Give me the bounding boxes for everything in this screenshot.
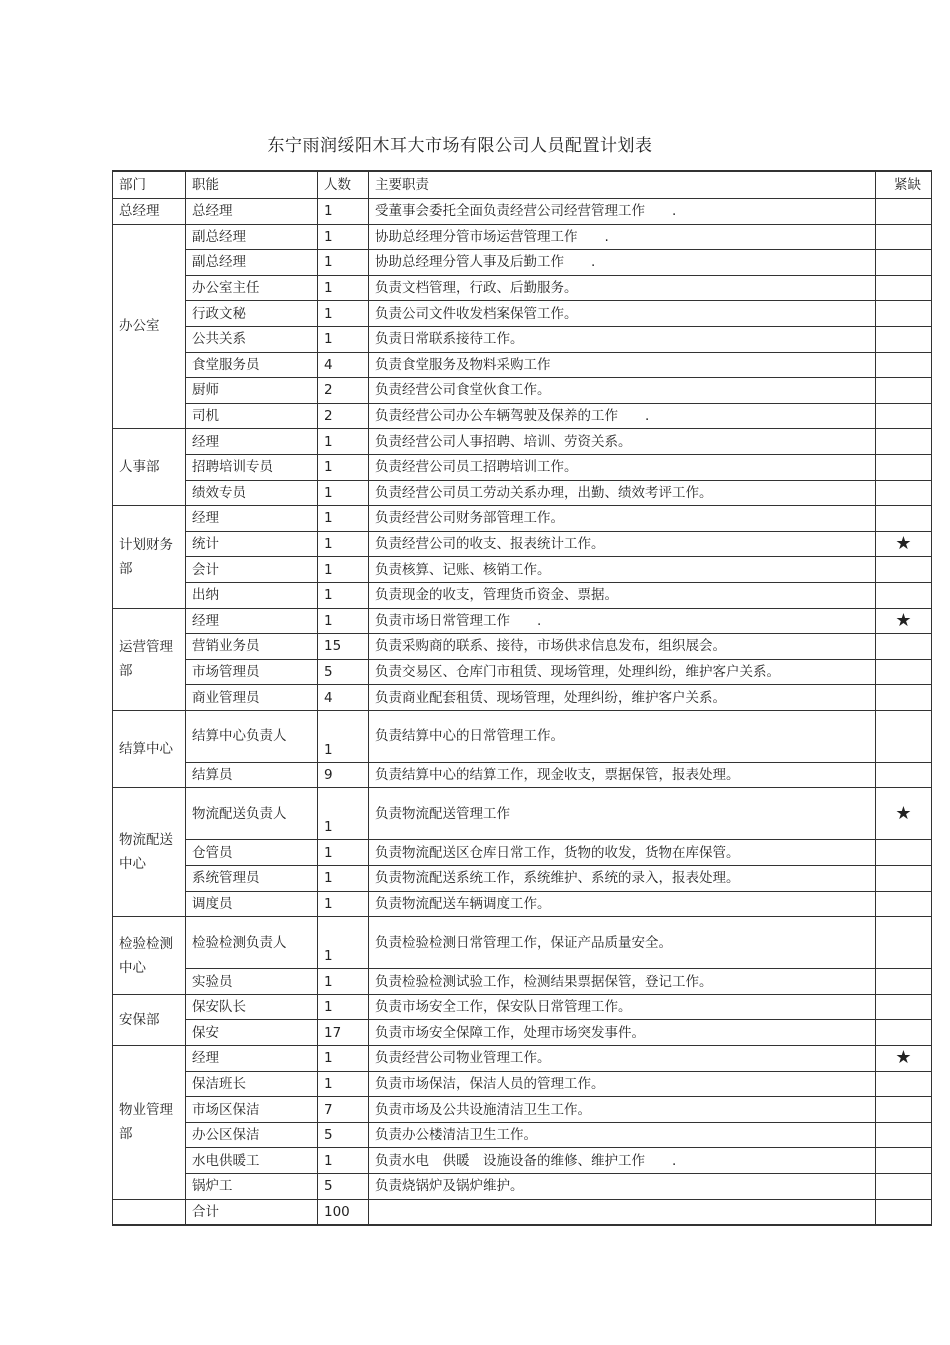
table-row: [113, 762, 932, 788]
headcount-cell: 2: [318, 378, 369, 404]
role-cell: 锅炉工: [186, 1174, 318, 1200]
table-row: [113, 582, 932, 608]
headcount-cell: 1: [318, 969, 369, 995]
role-cell: 调度员: [186, 891, 318, 917]
shortage-cell: [876, 710, 932, 762]
headcount-cell: 1: [318, 429, 369, 455]
shortage-cell: [876, 1174, 932, 1200]
shortage-star-icon: ★: [876, 608, 932, 634]
headcount-cell: 1: [318, 917, 369, 969]
duty-cell: 负责物流配送区仓库日常工作，货物的收发，货物在库保管。: [369, 840, 876, 866]
total-shortage-cell: [876, 1199, 932, 1225]
duty-cell: 负责市场安全工作，保安队日常管理工作。: [369, 994, 876, 1020]
table-row: [113, 429, 932, 455]
duty-cell: 负责办公楼清洁卫生工作。: [369, 1122, 876, 1148]
shortage-cell: [876, 480, 932, 506]
duty-cell: 负责食堂服务及物料采购工作: [369, 352, 876, 378]
shortage-cell: [876, 1020, 932, 1046]
shortage-cell: [876, 506, 932, 532]
shortage-cell: [876, 659, 932, 685]
headcount-cell: 1: [318, 224, 369, 250]
headcount-cell: 1: [318, 840, 369, 866]
table-row: [113, 1097, 932, 1123]
table-row: [113, 634, 932, 660]
role-cell: 经理: [186, 608, 318, 634]
table-row: [113, 1071, 932, 1097]
shortage-cell: [876, 429, 932, 455]
table-row: [113, 917, 932, 969]
headcount-cell: 1: [318, 1148, 369, 1174]
shortage-cell: [876, 403, 932, 429]
department-cell: 结算中心: [113, 710, 186, 788]
table-row: [113, 891, 932, 917]
department-cell: 物流配送中心: [113, 788, 186, 917]
duty-cell: 负责现金的收支，管理货币资金、票据。: [369, 582, 876, 608]
headcount-cell: 1: [318, 301, 369, 327]
department-cell: 人事部: [113, 429, 186, 506]
table-row: [113, 710, 932, 762]
shortage-star-icon: ★: [876, 1046, 932, 1072]
table-row: [113, 1046, 932, 1072]
table-row: [113, 199, 932, 225]
header-department: 部门: [113, 171, 186, 199]
headcount-cell: 17: [318, 1020, 369, 1046]
headcount-cell: 5: [318, 1174, 369, 1200]
shortage-cell: [876, 582, 932, 608]
role-cell: 招聘培训专员: [186, 454, 318, 480]
headcount-cell: 1: [318, 710, 369, 762]
shortage-cell: [876, 866, 932, 892]
headcount-cell: 5: [318, 659, 369, 685]
role-cell: 统计: [186, 531, 318, 557]
duty-cell: 负责商业配套租赁、现场管理，处理纠纷，维护客户关系。: [369, 685, 876, 711]
duty-cell: 负责检验检测日常管理工作，保证产品质量安全。: [369, 917, 876, 969]
duty-cell: 负责经营公司办公车辆驾驶及保养的工作 .: [369, 403, 876, 429]
duty-cell: 负责经营公司人事招聘、培训、劳资关系。: [369, 429, 876, 455]
header-role: 职能: [186, 171, 318, 199]
shortage-cell: [876, 969, 932, 995]
duty-cell: 协助总经理分管市场运营管理工作 .: [369, 224, 876, 250]
table-row: [113, 969, 932, 995]
table-row: [113, 788, 932, 840]
duty-cell: 负责经营公司员工劳动关系办理，出勤、绩效考评工作。: [369, 480, 876, 506]
role-cell: 办公区保洁: [186, 1122, 318, 1148]
headcount-cell: 1: [318, 1046, 369, 1072]
role-cell: 出纳: [186, 582, 318, 608]
table-row: [113, 608, 932, 634]
shortage-cell: [876, 378, 932, 404]
headcount-cell: 1: [318, 199, 369, 225]
duty-cell: 负责市场及公共设施清洁卫生工作。: [369, 1097, 876, 1123]
duty-cell: 负责市场保洁，保洁人员的管理工作。: [369, 1071, 876, 1097]
department-cell: 总经理: [113, 199, 186, 225]
shortage-cell: [876, 352, 932, 378]
role-cell: 司机: [186, 403, 318, 429]
table-row: [113, 250, 932, 276]
department-cell: 检验检测中心: [113, 917, 186, 995]
headcount-cell: 1: [318, 454, 369, 480]
header-shortage: 紧缺: [876, 171, 932, 199]
role-cell: 物流配送负责人: [186, 788, 318, 840]
shortage-cell: [876, 1122, 932, 1148]
shortage-cell: [876, 454, 932, 480]
role-cell: 绩效专员: [186, 480, 318, 506]
shortage-cell: [876, 275, 932, 301]
table-body: [113, 199, 932, 1226]
shortage-cell: [876, 891, 932, 917]
shortage-cell: [876, 250, 932, 276]
role-cell: 仓管员: [186, 840, 318, 866]
shortage-star-icon: ★: [876, 788, 932, 840]
duty-cell: 负责公司文件收发档案保管工作。: [369, 301, 876, 327]
total-duty-cell: [369, 1199, 876, 1225]
shortage-cell: [876, 762, 932, 788]
headcount-cell: 1: [318, 480, 369, 506]
shortage-star-icon: ★: [876, 531, 932, 557]
role-cell: 系统管理员: [186, 866, 318, 892]
headcount-cell: 2: [318, 403, 369, 429]
duty-cell: 负责市场日常管理工作 .: [369, 608, 876, 634]
shortage-cell: [876, 840, 932, 866]
table-row: [113, 301, 932, 327]
table-header-row: [113, 171, 932, 199]
role-cell: 营销业务员: [186, 634, 318, 660]
shortage-cell: [876, 994, 932, 1020]
shortage-cell: [876, 557, 932, 583]
role-cell: 结算中心负责人: [186, 710, 318, 762]
table-row: [113, 994, 932, 1020]
department-cell: 计划财务部: [113, 506, 186, 608]
headcount-cell: 9: [318, 762, 369, 788]
total-headcount: 100: [318, 1199, 369, 1225]
duty-cell: 协助总经理分管人事及后勤工作 .: [369, 250, 876, 276]
table-row: [113, 275, 932, 301]
table-row: [113, 480, 932, 506]
role-cell: 保洁班长: [186, 1071, 318, 1097]
shortage-cell: [876, 1097, 932, 1123]
headcount-cell: 1: [318, 250, 369, 276]
table-row: [113, 352, 932, 378]
shortage-cell: [876, 634, 932, 660]
role-cell: 公共关系: [186, 326, 318, 352]
role-cell: 市场区保洁: [186, 1097, 318, 1123]
shortage-cell: [876, 326, 932, 352]
page-title: 东宁雨润绥阳木耳大市场有限公司人员配置计划表: [267, 136, 653, 156]
headcount-cell: 1: [318, 788, 369, 840]
headcount-cell: 1: [318, 866, 369, 892]
duty-cell: 负责物流配送系统工作，系统维护、系统的录入，报表处理。: [369, 866, 876, 892]
role-cell: 经理: [186, 429, 318, 455]
table-row: [113, 1122, 932, 1148]
shortage-cell: [876, 1148, 932, 1174]
duty-cell: 负责经营公司员工招聘培训工作。: [369, 454, 876, 480]
header-headcount: 人数: [318, 171, 369, 199]
role-cell: 市场管理员: [186, 659, 318, 685]
headcount-cell: 4: [318, 685, 369, 711]
role-cell: 经理: [186, 1046, 318, 1072]
duty-cell: 负责经营公司物业管理工作。: [369, 1046, 876, 1072]
role-cell: 总经理: [186, 199, 318, 225]
headcount-cell: 1: [318, 608, 369, 634]
table-row: [113, 378, 932, 404]
total-department-cell: [113, 1199, 186, 1225]
duty-cell: 负责检验检测试验工作，检测结果票据保管，登记工作。: [369, 969, 876, 995]
headcount-cell: 4: [318, 352, 369, 378]
headcount-cell: 1: [318, 275, 369, 301]
table-row: [113, 1148, 932, 1174]
duty-cell: 负责经营公司食堂伙食工作。: [369, 378, 876, 404]
table-row: [113, 557, 932, 583]
role-cell: 经理: [186, 506, 318, 532]
table-row: [113, 1174, 932, 1200]
duty-cell: 负责烧锅炉及锅炉维护。: [369, 1174, 876, 1200]
table-row: [113, 454, 932, 480]
table-row: [113, 659, 932, 685]
duty-cell: 负责水电 供暖 设施设备的维修、维护工作 .: [369, 1148, 876, 1174]
duty-cell: 负责结算中心的结算工作，现金收支，票据保管，报表处理。: [369, 762, 876, 788]
role-cell: 水电供暖工: [186, 1148, 318, 1174]
duty-cell: 负责市场安全保障工作，处理市场突发事件。: [369, 1020, 876, 1046]
shortage-cell: [876, 199, 932, 225]
duty-cell: 负责核算、记账、核销工作。: [369, 557, 876, 583]
table-row: [113, 403, 932, 429]
role-cell: 保安队长: [186, 994, 318, 1020]
headcount-cell: 1: [318, 326, 369, 352]
duty-cell: 负责文档管理，行政、后勤服务。: [369, 275, 876, 301]
role-cell: 结算员: [186, 762, 318, 788]
role-cell: 实验员: [186, 969, 318, 995]
role-cell: 保安: [186, 1020, 318, 1046]
role-cell: 厨师: [186, 378, 318, 404]
duty-cell: 负责物流配送车辆调度工作。: [369, 891, 876, 917]
table-row: [113, 685, 932, 711]
duty-cell: 负责物流配送管理工作: [369, 788, 876, 840]
department-cell: 安保部: [113, 994, 186, 1045]
headcount-cell: 1: [318, 994, 369, 1020]
duty-cell: 负责经营公司的收支、报表统计工作。: [369, 531, 876, 557]
role-cell: 检验检测负责人: [186, 917, 318, 969]
duty-cell: 负责交易区、仓库门市租赁、现场管理，处理纠纷，维护客户关系。: [369, 659, 876, 685]
role-cell: 副总经理: [186, 224, 318, 250]
shortage-cell: [876, 1071, 932, 1097]
role-cell: 行政文秘: [186, 301, 318, 327]
headcount-cell: 1: [318, 557, 369, 583]
table-row: [113, 531, 932, 557]
duty-cell: 负责日常联系接待工作。: [369, 326, 876, 352]
shortage-cell: [876, 917, 932, 969]
table-row: [113, 866, 932, 892]
headcount-cell: 1: [318, 1071, 369, 1097]
header-duties: 主要职责: [369, 171, 876, 199]
headcount-cell: 7: [318, 1097, 369, 1123]
table-row: [113, 840, 932, 866]
duty-cell: 负责结算中心的日常管理工作。: [369, 710, 876, 762]
headcount-cell: 1: [318, 531, 369, 557]
table-row: [113, 224, 932, 250]
shortage-cell: [876, 224, 932, 250]
headcount-cell: 5: [318, 1122, 369, 1148]
headcount-cell: 1: [318, 506, 369, 532]
department-cell: 运营管理部: [113, 608, 186, 710]
headcount-cell: 15: [318, 634, 369, 660]
shortage-cell: [876, 301, 932, 327]
duty-cell: 负责采购商的联系、接待，市场供求信息发布，组织展会。: [369, 634, 876, 660]
table-row: [113, 326, 932, 352]
headcount-cell: 1: [318, 582, 369, 608]
role-cell: 副总经理: [186, 250, 318, 276]
shortage-cell: [876, 685, 932, 711]
total-label: 合计: [186, 1199, 318, 1225]
department-cell: 办公室: [113, 224, 186, 429]
staffing-plan-table: [112, 170, 932, 1226]
headcount-cell: 1: [318, 891, 369, 917]
role-cell: 食堂服务员: [186, 352, 318, 378]
total-row: [113, 1199, 932, 1225]
table-row: [113, 1020, 932, 1046]
role-cell: 商业管理员: [186, 685, 318, 711]
role-cell: 办公室主任: [186, 275, 318, 301]
department-cell: 物业管理部: [113, 1046, 186, 1200]
table-row: [113, 506, 932, 532]
duty-cell: 受董事会委托全面负责经营公司经营管理工作 .: [369, 199, 876, 225]
duty-cell: 负责经营公司财务部管理工作。: [369, 506, 876, 532]
role-cell: 会计: [186, 557, 318, 583]
